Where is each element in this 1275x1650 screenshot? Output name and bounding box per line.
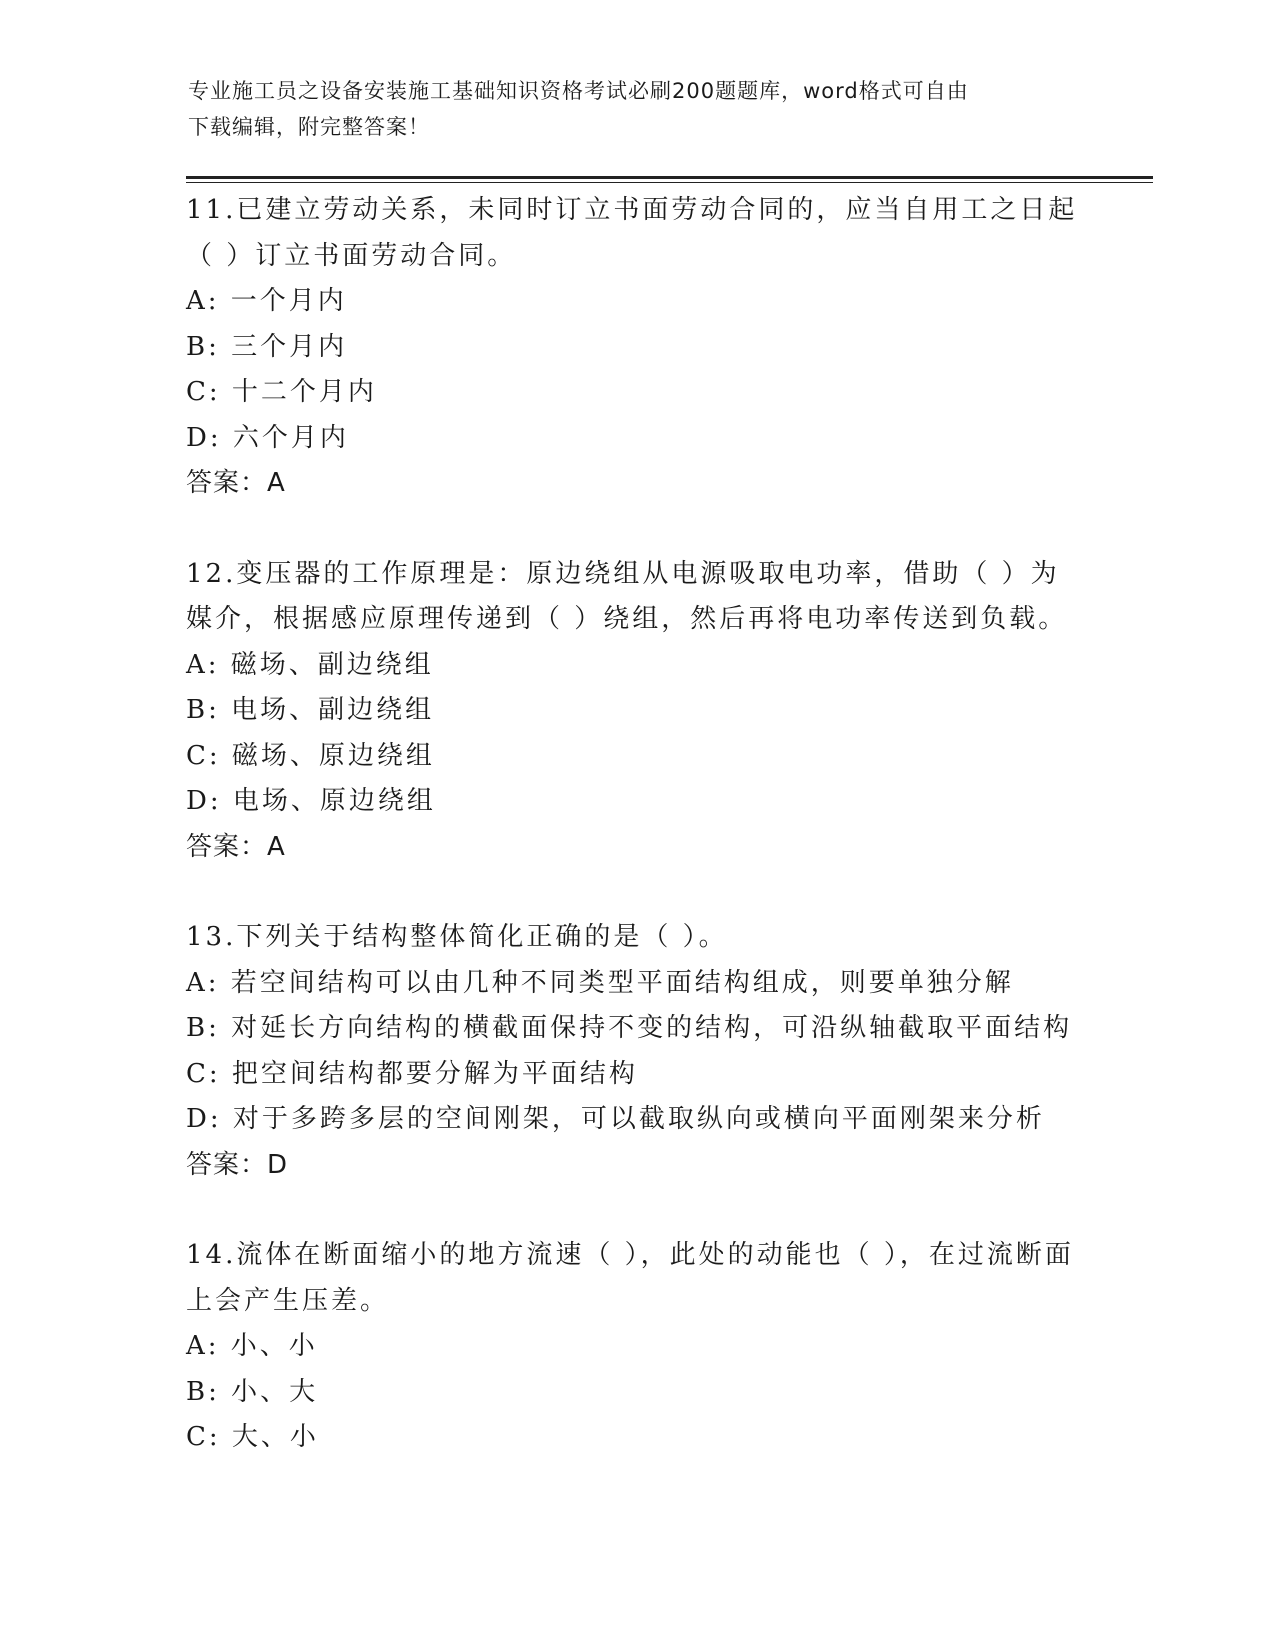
question-list (186, 188, 1086, 1461)
option-c: C: 磁场、原边绕组 (186, 740, 435, 771)
question-14 (186, 1233, 1086, 1461)
question-11 (186, 188, 1086, 507)
answer: 答案：A (186, 831, 286, 862)
option-b: B: 小、大 (186, 1376, 319, 1407)
option-d: D: 六个月内 (186, 422, 349, 453)
header-line-1: 专业施工员之设备安装施工基础知识资格考试必刷200题题库，word格式可自由 (188, 79, 969, 103)
option-c: C: 十二个月内 (186, 377, 377, 407)
question-spacer (186, 870, 1086, 915)
option-a: A: 若空间结构可以由几种不同类型平面结构组成，则要单独分解 (186, 967, 1014, 998)
question-spacer (186, 507, 1086, 552)
answer: 答案：A (186, 468, 286, 498)
option-a: A: 一个月内 (186, 286, 347, 316)
header-divider-thick (186, 176, 1153, 179)
option-b: B: 电场、副边绕组 (186, 695, 435, 725)
option-a: A: 磁场、副边绕组 (186, 649, 434, 680)
question-stem: 12.变压器的工作原理是：原边绕组从电源吸取电功率，借助（ ）为媒介，根据感应原理传递到（ ）绕组，然后再将电功率传送到负载。 (186, 558, 1068, 634)
question-13 (186, 915, 1086, 1188)
option-d: D: 对于多跨多层的空间刚架，可以截取纵向或横向平面刚架来分析 (186, 1104, 1045, 1134)
option-c: C: 把空间结构都要分解为平面结构 (186, 1058, 638, 1089)
header-divider-thin (186, 182, 1153, 183)
option-d: D: 电场、原边绕组 (186, 786, 436, 816)
option-a: A: 小、小 (186, 1331, 318, 1361)
question-stem: 13.下列关于结构整体简化正确的是（ ）。 (186, 922, 728, 952)
option-b: B: 三个月内 (186, 331, 348, 362)
header-line-2: 下载编辑，附完整答案！ (188, 115, 430, 139)
question-12 (186, 552, 1086, 871)
document-header (188, 73, 1068, 145)
question-stem: 14.流体在断面缩小的地方流速（ ），此处的动能也（ ），在过流断面上会产生压差。 (186, 1240, 1074, 1316)
question-stem: 11.已建立劳动关系，未同时订立书面劳动合同的，应当自用工之日起（ ）订立书面劳动合同。 (186, 195, 1078, 271)
question-spacer (186, 1188, 1086, 1233)
option-b: B: 对延长方向结构的横截面保持不变的结构，可沿纵轴截取平面结构 (186, 1013, 1073, 1043)
answer: 答案：D (186, 1149, 289, 1180)
option-c: C: 大、小 (186, 1422, 319, 1452)
